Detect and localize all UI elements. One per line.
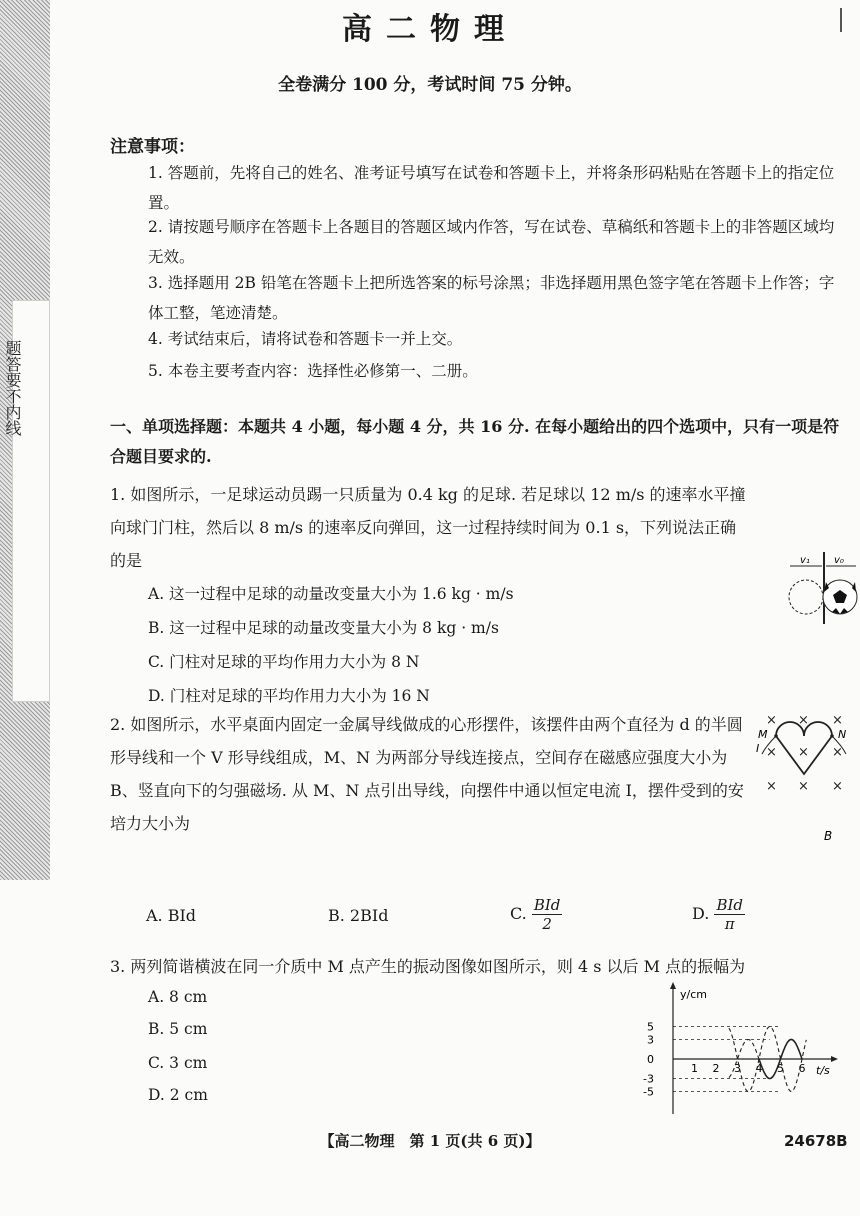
x-tick-label: 6 (798, 1062, 806, 1075)
x-axis-label: t/s (816, 1064, 830, 1077)
x-tick-label: 2 (712, 1062, 720, 1075)
svg-text:×: × (832, 713, 843, 728)
fraction-d: $\frac{\text{BId}}{\pi}$ (716, 896, 743, 933)
x-tick-label: 5 (777, 1062, 784, 1075)
question-1-stem: 1. 如图所示，一足球运动员踢一只质量为 0.4 kg 的足球. 若足球以 12 m/s 的速率水平撞向球门门柱，然后以 8 m/s 的速率反向弹回，这一过程持续时间为 0.1 s，下列说法正确的是 (110, 485, 746, 570)
q2-option-d-label: D. (692, 904, 710, 923)
x-tick-label: 1 (691, 1062, 698, 1075)
y-tick-label: 0 (647, 1053, 654, 1066)
y-tick-label: -3 (643, 1072, 654, 1086)
q3-option-b: B. 5 cm (148, 1020, 208, 1038)
page-footer: 【高二物理 第 1 页(共 6 页)】 (319, 1132, 541, 1150)
question-2-stem: 2. 如图所示，水平桌面内固定一金属导线做成的心形摆件，该摆件由两个直径为 d 的半圆形导线和一个 V 形导线组成，M、N 为两部分导线连接点，空间存在磁感应强度大小为 B、竖直向下的匀强磁场. 从 M、N 点引出导线，向摆件中通以恒定电流 I，摆件受到的安培力大小为 (110, 715, 744, 833)
note-item: 1. 答题前，先将自己的姓名、准考证号填写在试卷和答题卡上，并将条形码粘贴在答题卡上的指定位置。 (148, 164, 835, 212)
q3-option-c: C. 3 cm (148, 1054, 208, 1072)
y-tick-label: 3 (647, 1033, 654, 1047)
exam-code: 24678B (784, 1132, 848, 1150)
point-m-label: M (758, 728, 768, 741)
note-item: 2. 请按题号顺序在答题卡上各题目的答题区域内作答，写在试卷、草稿纸和答题卡上的非答题区域均无效。 (148, 218, 835, 266)
note-item: 4. 考试结束后，请将试卷和答题卡一并上交。 (148, 330, 463, 348)
q3-option-a: A. 8 cm (148, 988, 208, 1006)
note-item: 5. 本卷主要考查内容：选择性必修第一、二册。 (148, 362, 478, 380)
q1-figure (776, 552, 858, 624)
velocity-v1-label: v₁ (800, 555, 810, 566)
svg-text:×: × (798, 745, 809, 760)
q3-vibration-graph (640, 980, 840, 1120)
current-i-label: I (756, 742, 760, 755)
q1-option-c: C. 门柱对足球的平均作用力大小为 8 N (148, 653, 420, 671)
point-n-label: N (838, 728, 847, 741)
q2-option-a: A. BId (146, 906, 197, 925)
q1-option-d: D. 门柱对足球的平均作用力大小为 16 N (148, 687, 430, 705)
notes-heading: 注意事项： (110, 137, 195, 157)
svg-text:×: × (798, 779, 809, 794)
y-tick-label: -5 (643, 1085, 654, 1099)
svg-text:×: × (766, 713, 777, 728)
x-tick-label: 4 (755, 1062, 763, 1075)
q2-figure (756, 706, 852, 848)
svg-text:×: × (766, 745, 777, 760)
q2-option-d (692, 896, 745, 933)
y-tick-label: 5 (647, 1020, 654, 1034)
q2-option-b: B. 2BId (328, 906, 389, 925)
page-title: 高二物理 (342, 12, 518, 47)
svg-text:×: × (766, 779, 777, 794)
question-3-stem: 3. 两列简谐横波在同一介质中 M 点产生的振动图像如图所示，则 4 s 以后 M 点的振幅为 (110, 957, 746, 976)
svg-text:×: × (832, 779, 843, 794)
q1-option-a: A. 这一过程中足球的动量改变量大小为 1.6 kg · m/s (148, 585, 514, 603)
binding-margin-text (20, 340, 42, 436)
section-heading: 一、单项选择题：本题共 4 小题，每小题 4 分，共 16 分. 在每小题给出的四个选项中，只有一项是符合题目要求的. (110, 417, 840, 466)
y-axis-label: y/cm (680, 988, 707, 1001)
field-b-label: B (824, 829, 833, 843)
exam-info: 全卷满分 100 分，考试时间 75 分钟。 (278, 75, 582, 95)
note-item: 3. 选择题用 2B 铅笔在答题卡上把所选答案的标号涂黑；非选择题用黑色签字笔在答题卡上作答；字体工整，笔迹清楚。 (148, 274, 835, 322)
q2-option-c-label: C. (510, 904, 527, 923)
fraction-c: $\frac{\text{BId}}{2}$ (533, 896, 561, 933)
q2-option-c (510, 896, 562, 933)
velocity-v0-label: v₀ (834, 555, 844, 566)
svg-text:×: × (798, 713, 809, 728)
svg-text:×: × (832, 745, 843, 760)
q3-option-d: D. 2 cm (148, 1086, 208, 1104)
q1-option-b: B. 这一过程中足球的动量改变量大小为 8 kg · m/s (148, 619, 499, 637)
x-tick-label: 3 (734, 1062, 741, 1075)
ball-before-outline (789, 580, 823, 614)
